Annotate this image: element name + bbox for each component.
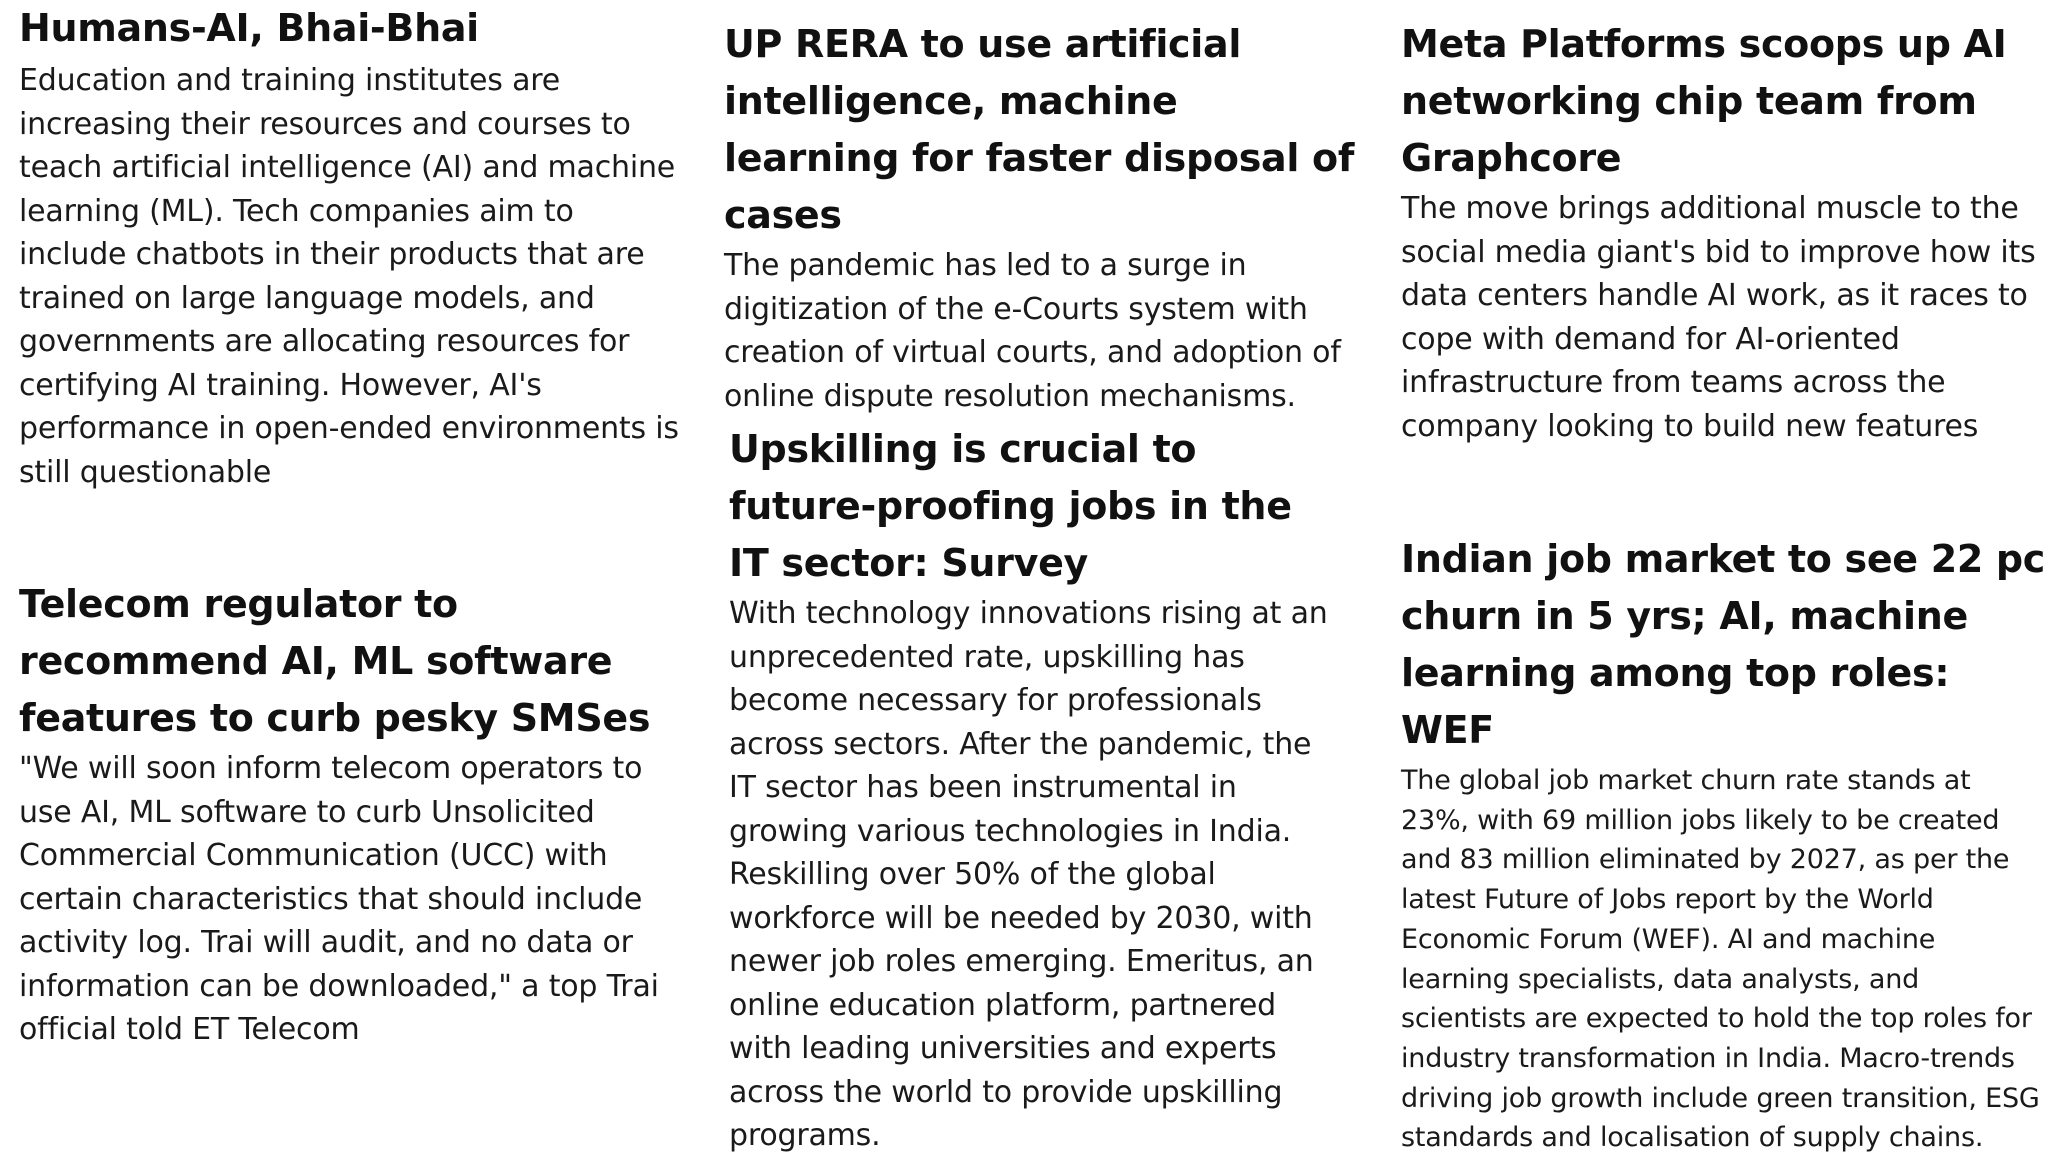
article-summary: The move brings additional muscle to the social media giant's bid to improve how its data centers handle AI work, as it races to cope with demand for AI-oriented infrastructure from teams across the company looking to build new features xyxy=(1401,191,2036,444)
article-summary: Education and training institutes are increasing their resources and courses to teach artificial intelligence (AI) and machine learning (ML). Tech companies aim to include chatbots in their products that are trained on large language models, and governments are allocating resources for certifying AI training. However, AI's performance in open-ended environments is still questionable xyxy=(19,63,679,490)
article-title[interactable]: Meta Platforms scoops up AI networking chip team from Graphcore xyxy=(1401,22,2007,180)
article-card xyxy=(724,16,1364,418)
article-card xyxy=(729,421,1344,1158)
article-summary: With technology innovations rising at an unprecedented rate, upskilling has become necessary for professionals across sectors. After the pandemic, the IT sector has been instrumental in growing various technologies in India. Reskilling over 50% of the global workforce will be needed by 2030, with newer job roles emerging. Emeritus, an online education platform, partnered with leading universities and experts across the world to provide upskilling programs. xyxy=(729,596,1328,1153)
article-title[interactable]: Upskilling is crucial to future-proofing jobs in the IT sector: Survey xyxy=(729,427,1292,585)
article-title[interactable]: UP RERA to use artificial intelligence, machine learning for faster disposal of cases xyxy=(724,22,1355,237)
article-title[interactable]: Indian job market to see 22 pc churn in 5 yrs; AI, machine learning among top roles: WEF xyxy=(1401,537,2046,752)
article-summary: The pandemic has led to a surge in digitization of the e-Courts system with creation of virtual courts, and adoption of online dispute resolution mechanisms. xyxy=(724,248,1341,414)
article-card xyxy=(19,0,684,494)
article-title[interactable]: Telecom regulator to recommend AI, ML software features to curb pesky SMSes xyxy=(19,582,651,740)
article-summary: "We will soon inform telecom operators to use AI, ML software to curb Unsolicited Commercial Communication (UCC) with certain characteristics that should include activity log. Trai will audit, and no data or information can be downloaded," a top Trai official told ET Telecom xyxy=(19,751,659,1047)
article-summary: The global job market churn rate stands at 23%, with 69 million jobs likely to be created and 83 million eliminated by 2027, as per the latest Future of Jobs report by the World Economic Forum (WEF). AI and machine learning specialists, data analysts, and scientists are expected to hold the top roles for industry transformation in India. Macro-trends driving job growth include green transition, ESG standards and localisation of supply chains. xyxy=(1401,765,2040,1154)
article-card xyxy=(19,576,684,1052)
article-card xyxy=(1401,531,2046,1158)
article-title[interactable]: Humans-AI, Bhai-Bhai xyxy=(19,6,479,50)
article-card xyxy=(1401,16,2041,448)
